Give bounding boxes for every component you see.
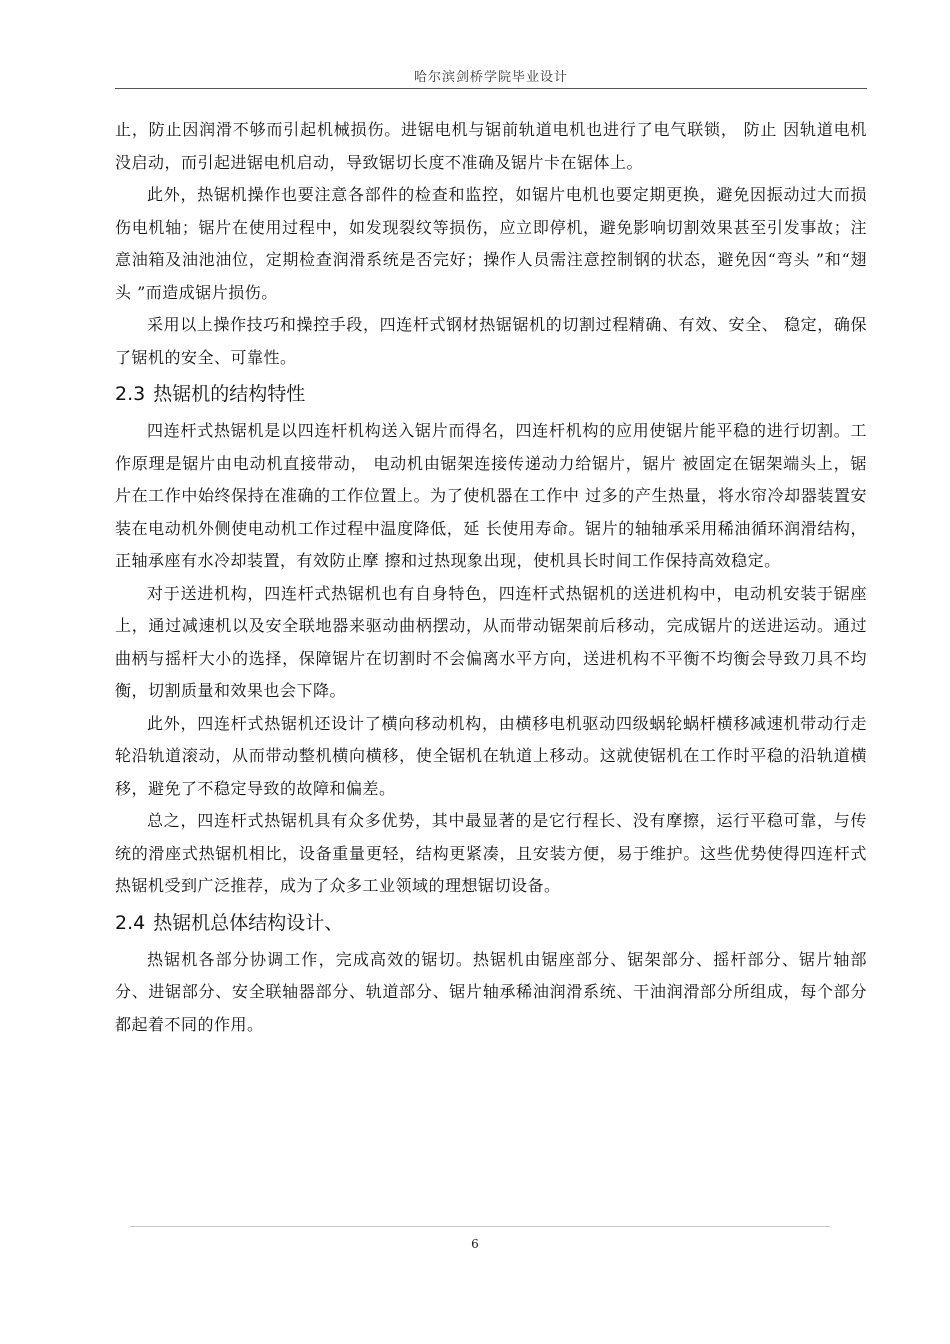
- paragraph-continued: 止，防止因润滑不够而引起机械损伤。进锯电机与锯前轨道电机也进行了电气联锁， 防止 因轨道电机没启动，而引起进锯电机启动，导致锯切长度不准确及锯片卡在锯体上。: [115, 120, 867, 172]
- section-heading-2-3: [115, 376, 867, 412]
- section-number: 2.4: [115, 911, 146, 934]
- paragraph: 采用以上操作技巧和操控手段，四连杆式钢材热锯锯机的切割过程精确、有效、安全、 稳定，确保了锯机的安全、可靠性。: [115, 315, 867, 367]
- page-number: 6: [471, 1237, 479, 1251]
- section-heading-2-4: [115, 905, 867, 941]
- paragraph: 对于送进机构，四连杆式热锯机也有自身特色，四连杆式热锯机的送进机构中，电动机安装于锯座上，通过减速机以及安全联地器来驱动曲柄摆动，从而带动锯架前后移动，完成锯片的送进运动。通过曲柄与摇杆大小的选择，保障锯片在切割时不会偏离水平方向，送进机构不平衡不均衡会导致刀具不均衡，切割质量和效果也会下降。: [115, 583, 867, 700]
- section-number: 2.3: [115, 383, 146, 405]
- paragraph: 四连杆式热锯机是以四连杆机构送入锯片而得名，四连杆机构的应用使锯片能平稳的进行切割。工作原理是锯片由电动机直接带动， 电动机由锯架连接传递动力给锯片，锯片 被固定在锯架端头上，锯片在工作中始终保持在准确的工作位置上。为了使机器在工作中 过多的产生热量，将水帘冷却器装置安装在电动机外侧使电动机工作过程中温度降低，延 长使用寿命。锯片的轴轴承采用稀油循环润滑结构， 正轴承座有水冷却装置，有效防止摩 擦和过热现象出现，使机具长时间工作保持高效稳定。: [115, 421, 867, 570]
- paragraph: 热锯机各部分协调工作，完成高效的锯切。热锯机由锯座部分、锯架部分、摇杆部分、锯片轴部分、进锯部分、安全联轴器部分、轨道部分、锯片轴承稀油润滑系统、干油润滑部分所组成，每个部分都起着不同的作用。: [115, 949, 867, 1034]
- paragraph: 此外，热锯机操作也要注意各部件的检查和监控，如锯片电机也要定期更换，避免因振动过大而损伤电机轴；锯片在使用过程中，如发现裂纹等损伤，应立即停机，避免影响切割效果甚至引发事故；注意油箱及油池油位，定期检查润滑系统是否完好；操作人员需注意控制钢的状态，避免因“弯头 ”和“翅头 ”而造成锯片损伤。: [115, 185, 867, 302]
- section-title: 热锯机的结构特性: [153, 383, 306, 405]
- paragraph: 总之，四连杆式热锯机具有众多优势，其中最显著的是它行程长、没有摩擦，运行平稳可靠，与传统的滑座式热锯机相比，设备重量更轻，结构更紧凑，且安装方便，易于维护。这些优势使得四连杆式热锯机受到广泛推荐，成为了众多工业领域的理想锯切设备。: [115, 811, 867, 895]
- section-title: 热锯机总体结构设计、: [153, 911, 344, 934]
- header-rule: [115, 88, 867, 89]
- page-body: [115, 114, 867, 1041]
- footer-rule: [130, 1226, 830, 1227]
- paragraph: 此外，四连杆式热锯机还设计了横向移动机构，由横移电机驱动四级蜗轮蜗杆横移减速机带动行走轮沿轨道滚动，从而带动整机横向横移，使全锯机在轨道上移动。这就使锯机在工作时平稳的沿轨道横移，避免了不稳定导致的故障和偏差。: [115, 713, 867, 798]
- running-header: 哈尔滨剑桥学院毕业设计: [413, 70, 568, 85]
